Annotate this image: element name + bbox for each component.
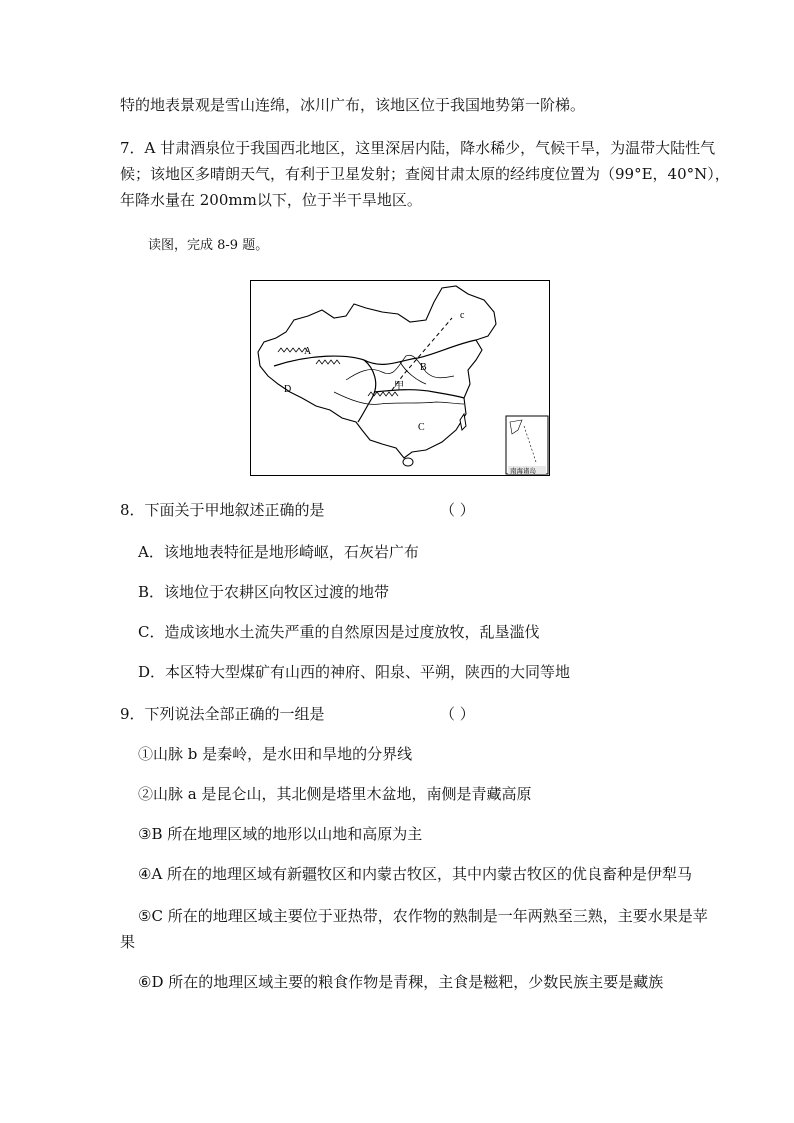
- question-7-line: 7．A 甘肃酒泉位于我国西北地区，这里深居内陆，降水稀少，气候干旱，为温带大陆性气: [120, 139, 716, 157]
- option-d: D．本区特大型煤矿有山西的神府、阳泉、平朔，陕西的大同等地: [138, 663, 571, 681]
- statement-item: ①山脉 b 是秦岭，是水田和旱地的分界线: [138, 745, 413, 763]
- statement-item: ⑥D 所在的地理区域主要的粮食作物是青稞，主食是糍粑，少数民族主要是藏族: [138, 973, 664, 991]
- label-c: c: [460, 310, 465, 321]
- question-8-stem: 8．下面关于甲地叙述正确的是: [120, 501, 325, 519]
- answer-bracket: （ ）: [440, 705, 475, 723]
- map-instruction: 读图，完成 8-9 题。: [148, 238, 269, 253]
- south-sea-inset: [506, 416, 548, 474]
- label-C: C: [418, 422, 425, 433]
- inset-caption: 南海诸岛: [510, 467, 536, 475]
- option-c: C．造成该地水土流失严重的自然原因是过度放牧，乱垦滥伐: [138, 623, 540, 641]
- question-9-stem: 9．下列说法全部正确的一组是: [120, 705, 325, 723]
- statement-item: ③B 所在地理区域的地形以山地和高原为主: [138, 825, 423, 843]
- question-7-line: 年降水量在 200mm以下，位于半干旱地区。: [120, 191, 422, 209]
- option-a: A．该地地表特征是地形崎岖，石灰岩广布: [138, 543, 419, 561]
- answer-bracket: （ ）: [440, 501, 475, 519]
- statement-item: ④A 所在的地理区域有新疆牧区和内蒙古牧区，其中内蒙古牧区的优良畜种是伊犁马: [138, 865, 693, 883]
- label-B: B: [420, 362, 427, 373]
- statement-item-continuation: 果: [120, 933, 136, 951]
- hainan-island: [403, 458, 413, 466]
- paragraph-line: 特的地表景观是雪山连绵，冰川广布，该地区位于我国地势第一阶梯。: [120, 96, 586, 114]
- label-D: D: [284, 384, 292, 395]
- option-b: B．该地位于农耕区向牧区过渡的地带: [138, 583, 390, 601]
- statement-item: ⑤C 所在的地理区域主要位于亚热带，农作物的熟制是一年两熟至三熟，主要水果是苹: [138, 907, 708, 925]
- question-7-line: 候；该地区多晴朗天气，有利于卫星发射；查阅甘肃太原的经纬度位置为（99°E，40°N），: [120, 165, 730, 183]
- label-A: A: [304, 346, 312, 357]
- china-map: [250, 280, 550, 476]
- label-jia: 甲: [394, 381, 404, 392]
- statement-item: ②山脉 a 是昆仑山，其北侧是塔里木盆地，南侧是青藏高原: [138, 785, 532, 803]
